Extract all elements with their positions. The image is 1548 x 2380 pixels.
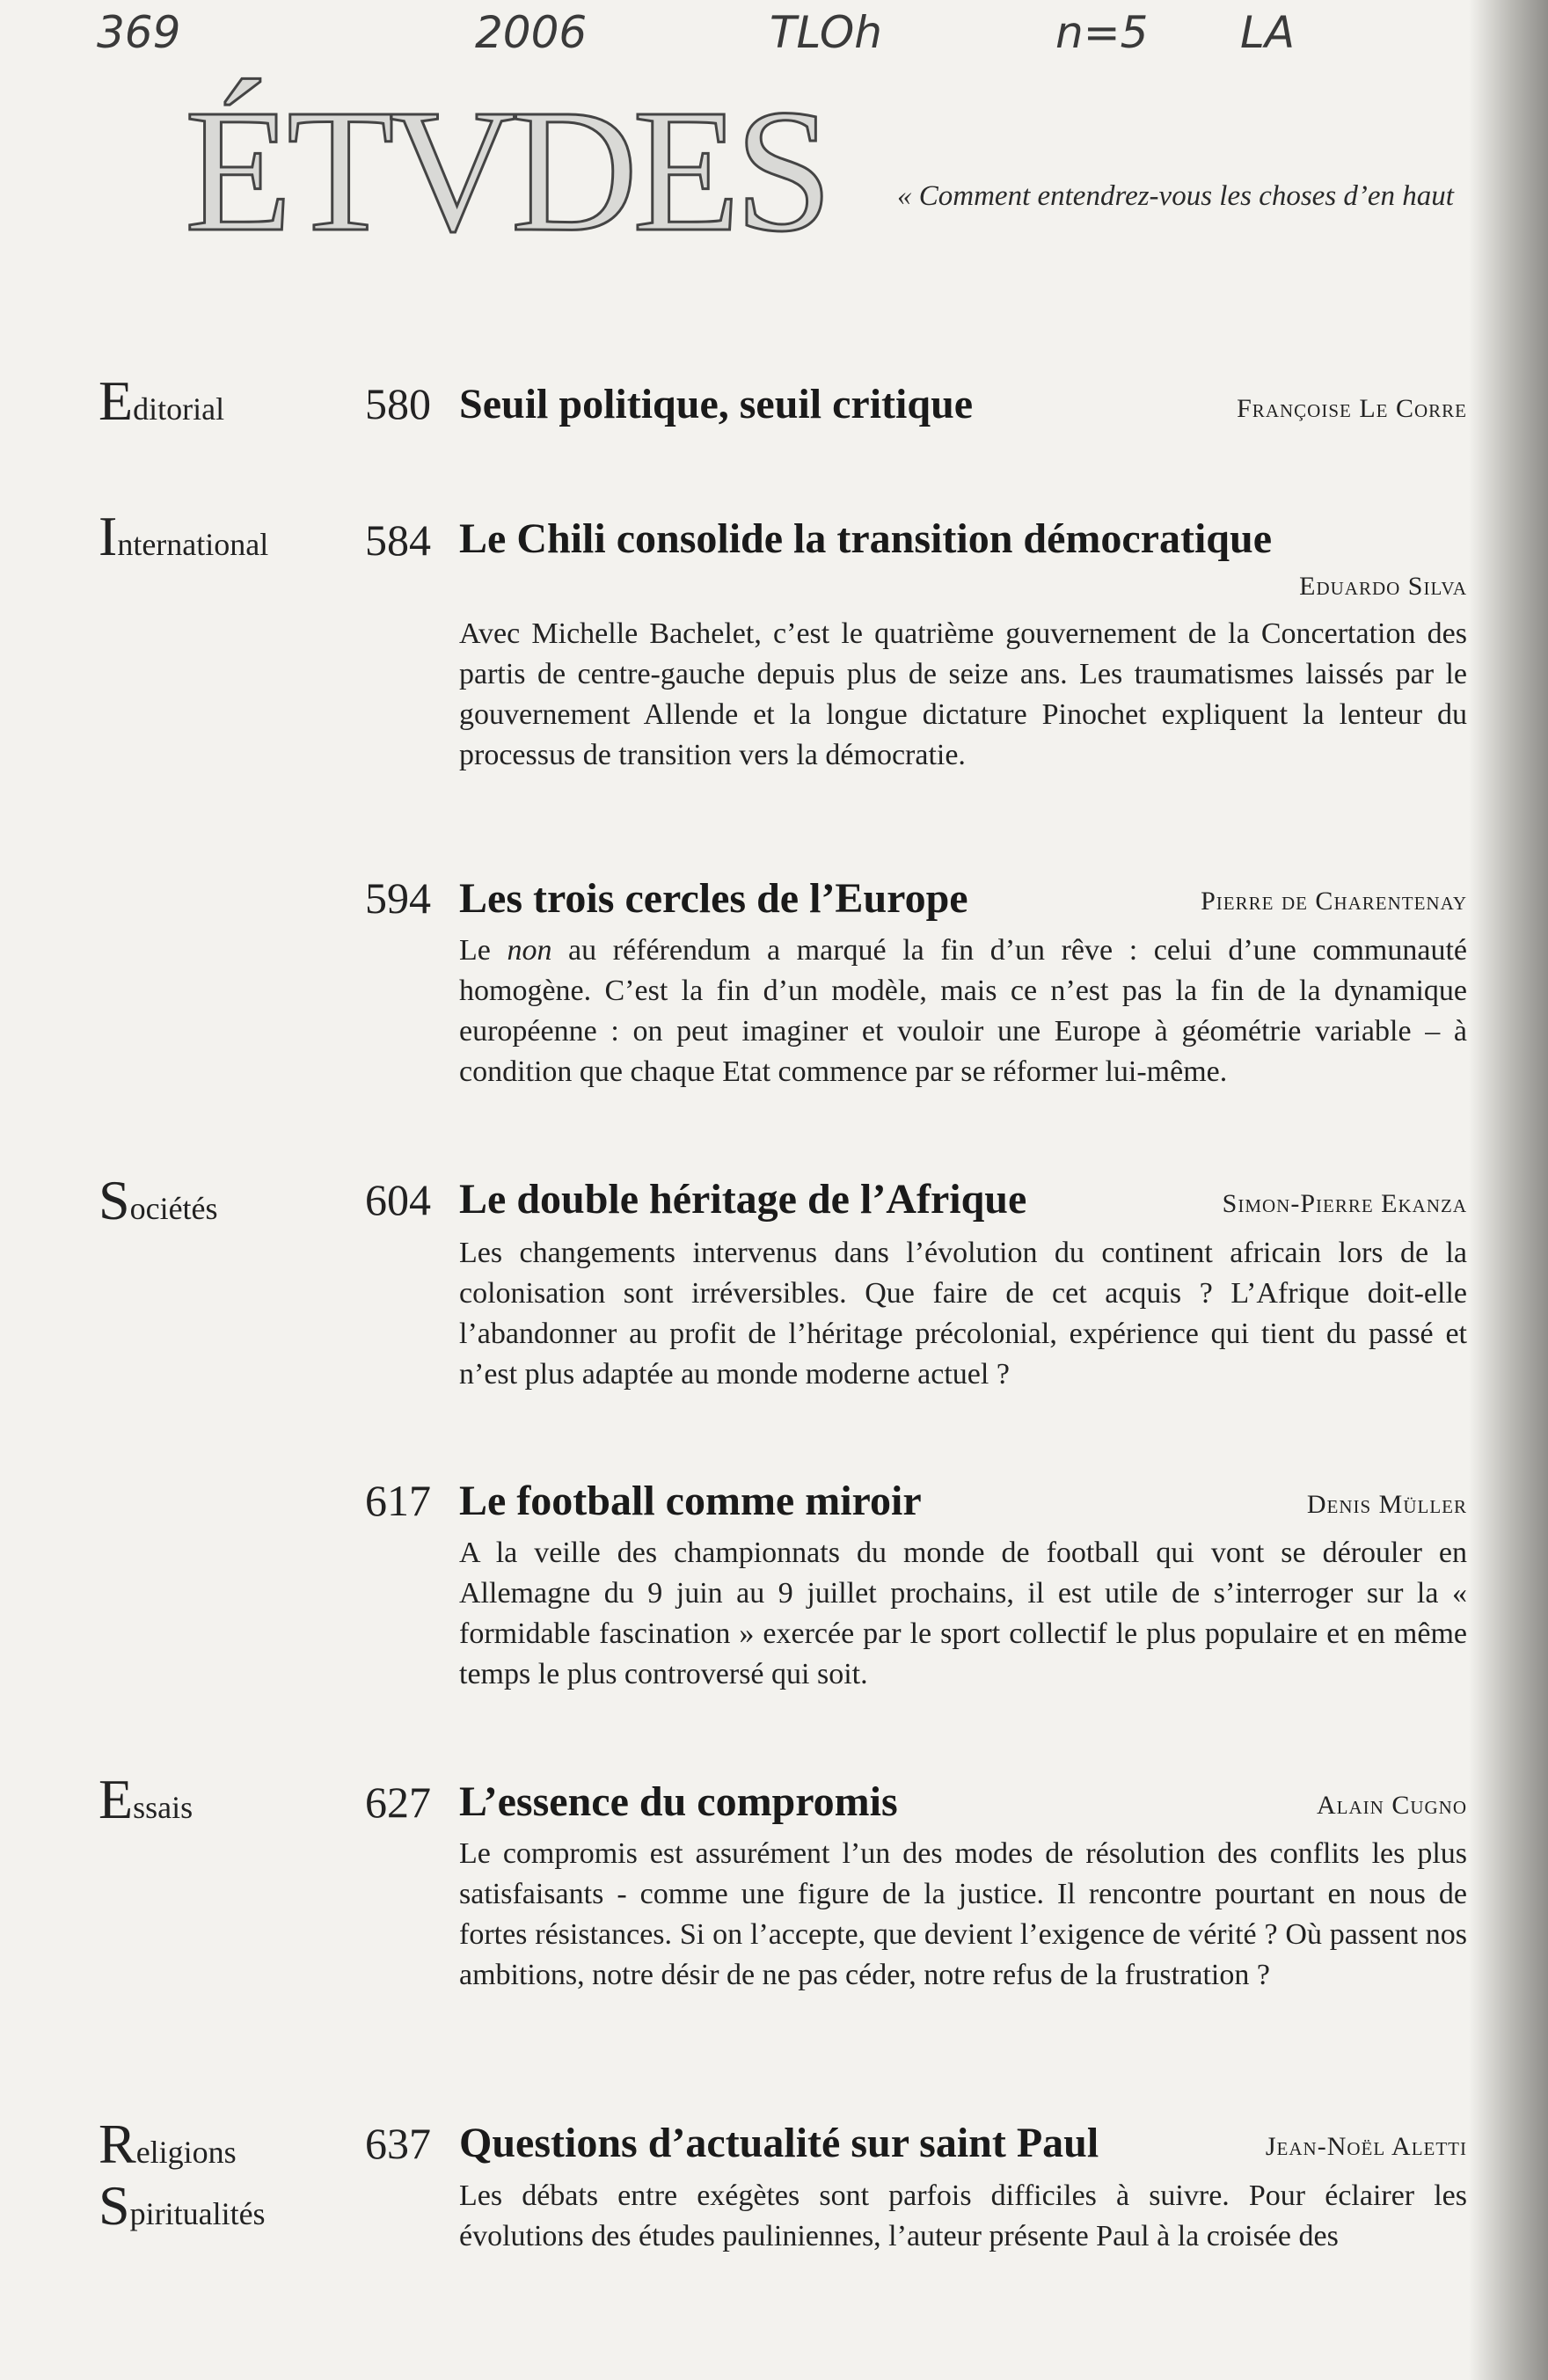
section-initial: E bbox=[99, 369, 134, 432]
article-title: Seuil politique, seuil critique bbox=[459, 381, 974, 427]
article-author: Denis Müller bbox=[1306, 1490, 1467, 1519]
article-page-number: 604 bbox=[365, 1175, 431, 1224]
journal-title: ÉTVDES bbox=[185, 74, 828, 268]
article-author: Eduardo Silva bbox=[1299, 572, 1467, 601]
emphasis: non bbox=[507, 934, 552, 967]
handwritten-mark: LA bbox=[1240, 7, 1296, 58]
handwritten-ref: 369 bbox=[97, 7, 181, 58]
article-title: Les trois cercles de l’Europe bbox=[459, 875, 968, 922]
article-title: Le Chili consolide la transition démocratique bbox=[459, 515, 1272, 562]
section-societes bbox=[99, 1167, 218, 1235]
section-essais bbox=[99, 1766, 193, 1834]
section-initial: E bbox=[99, 1768, 134, 1830]
section-label: eligions bbox=[135, 2135, 237, 2170]
handwritten-code: TLOh bbox=[770, 7, 882, 58]
section-label: ssais bbox=[133, 1790, 194, 1825]
article-author: Jean-Noël Aletti bbox=[1265, 2132, 1467, 2161]
section-spiritualites bbox=[99, 2172, 266, 2240]
section-religions bbox=[99, 2111, 237, 2179]
section-initial: S bbox=[99, 1169, 130, 1231]
handwritten-year: 2006 bbox=[475, 7, 588, 58]
article-summary: Les débats entre exégètes sont parfois difficiles à suivre. Pour éclairer les évolutions des études pauliniennes, l’auteur présente Paul à la croisée des bbox=[459, 2179, 1467, 2252]
article-summary: Le non au référendum a marqué la fin d’un rêve : celui d’une communauté homogène. C’est la fin d’un modèle, mais ce n’est pas la fin de la dynamique européenne : on peut imaginer et vouloir une Europe à géométrie variable – à condition que chaque Etat commence par se réformer lui-même. bbox=[459, 934, 1468, 1088]
article-title: Le double héritage de l’Afrique bbox=[459, 1176, 1027, 1223]
section-label: piritualités bbox=[129, 2196, 266, 2231]
article-summary: Le compromis est assurément l’un des modes de résolution des conflits les plus satisfaisants - comme une figure de la justice. Il rencontre pourtant en nous de fortes résistances. Si on l’accepte, que devient l’exigence de vérité ? Où passent nos ambitions, notre désir de ne pas céder, notre refus de la frustration ? bbox=[459, 1837, 1467, 1991]
article-author: Françoise Le Corre bbox=[1237, 394, 1467, 423]
article-title: Questions d’actualité sur saint Paul bbox=[459, 2120, 1099, 2166]
article-page-number: 594 bbox=[365, 873, 431, 923]
article-summary: A la veille des championnats du monde de football qui vont se dérouler en Allemagne du 9 juin au 9 juillet prochains, il est utile de s’interroger sur la « formidable fascination » exercée par le sport collectif le plus populaire et en même temps le plus controversé qui soit. bbox=[459, 1537, 1467, 1690]
section-editorial bbox=[99, 368, 224, 435]
article-page-number: 627 bbox=[365, 1778, 431, 1827]
handwritten-issue: n=5 bbox=[1055, 7, 1149, 58]
article-page-number: 580 bbox=[365, 379, 431, 428]
article-title: L’essence du compromis bbox=[459, 1778, 898, 1825]
section-international bbox=[99, 503, 268, 571]
article-title: Le football comme miroir bbox=[459, 1478, 922, 1524]
section-label: ociétés bbox=[129, 1191, 218, 1226]
article-author: Alain Cugno bbox=[1317, 1791, 1467, 1820]
article-summary: Avec Michelle Bachelet, c’est le quatrième gouvernement de la Concertation des partis de centre-gauche depuis plus de seize ans. Les traumatismes laissés par le gouvernement Allende et la longue dictature Pinochet expliquent la lenteur du processus de transition vers la démocratie. bbox=[459, 617, 1467, 771]
journal-motto: « Comment entendrez-vous les choses d’en haut bbox=[897, 180, 1454, 212]
article-author: Simon-Pierre Ekanza bbox=[1222, 1189, 1467, 1218]
article-summary: Les changements intervenus dans l’évolution du continent africain lors de la colonisation sont irréversibles. Que faire de cet acquis ? L’Afrique doit-elle l’abandonner au profit de l’héritage précolonial, expérience qui tient du passé et n’est plus adaptée au monde moderne actuel ? bbox=[459, 1237, 1467, 1391]
page-edge-shadow bbox=[1469, 0, 1548, 2380]
article-page-number: 617 bbox=[365, 1476, 431, 1525]
article-page-number: 584 bbox=[365, 515, 431, 565]
article-page-number: 637 bbox=[365, 2119, 431, 2168]
section-initial: S bbox=[99, 2174, 130, 2237]
section-initial: I bbox=[99, 505, 118, 567]
section-label: nternational bbox=[117, 527, 269, 562]
article-author: Pierre de Charentenay bbox=[1201, 887, 1467, 916]
section-label: ditorial bbox=[133, 391, 225, 427]
section-initial: R bbox=[99, 2113, 136, 2175]
